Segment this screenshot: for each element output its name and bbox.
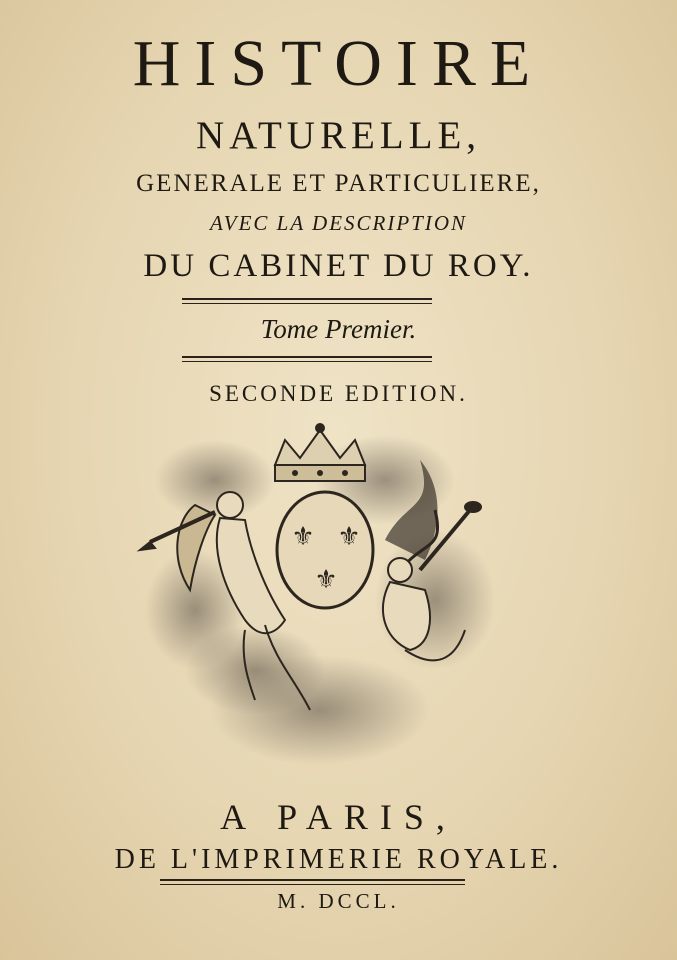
- crown-icon: [275, 423, 365, 481]
- divider-bottom: [160, 879, 465, 885]
- imprint-year: M. DCCL.: [277, 889, 400, 913]
- edition-label: SECONDE EDITION.: [209, 381, 468, 406]
- svg-text:⚜: ⚜: [291, 522, 315, 552]
- title-generale: GENERALE ET PARTICULIERE,: [136, 170, 541, 197]
- fleur-de-lis-shield-icon: [277, 492, 373, 608]
- title-naturelle: NATURELLE,: [195, 114, 482, 157]
- title-histoire: HISTOIRE: [132, 27, 545, 100]
- divider-top: [182, 298, 432, 304]
- volume-label: Tome Premier.: [260, 314, 417, 344]
- svg-text:⚜: ⚜: [314, 565, 338, 595]
- title-avec-description: AVEC LA DESCRIPTION: [209, 211, 468, 235]
- bleed-through-text: [60, 440, 72, 493]
- imprint-city: A PARIS,: [220, 797, 457, 837]
- svg-text:⚜: ⚜: [337, 522, 361, 552]
- imprint-printer: DE L'IMPRIMERIE ROYALE.: [114, 844, 563, 875]
- title-cabinet-du-roy: DU CABINET DU ROY.: [143, 248, 534, 284]
- divider-middle: [182, 356, 432, 362]
- royal-arms-vignette: [135, 420, 505, 780]
